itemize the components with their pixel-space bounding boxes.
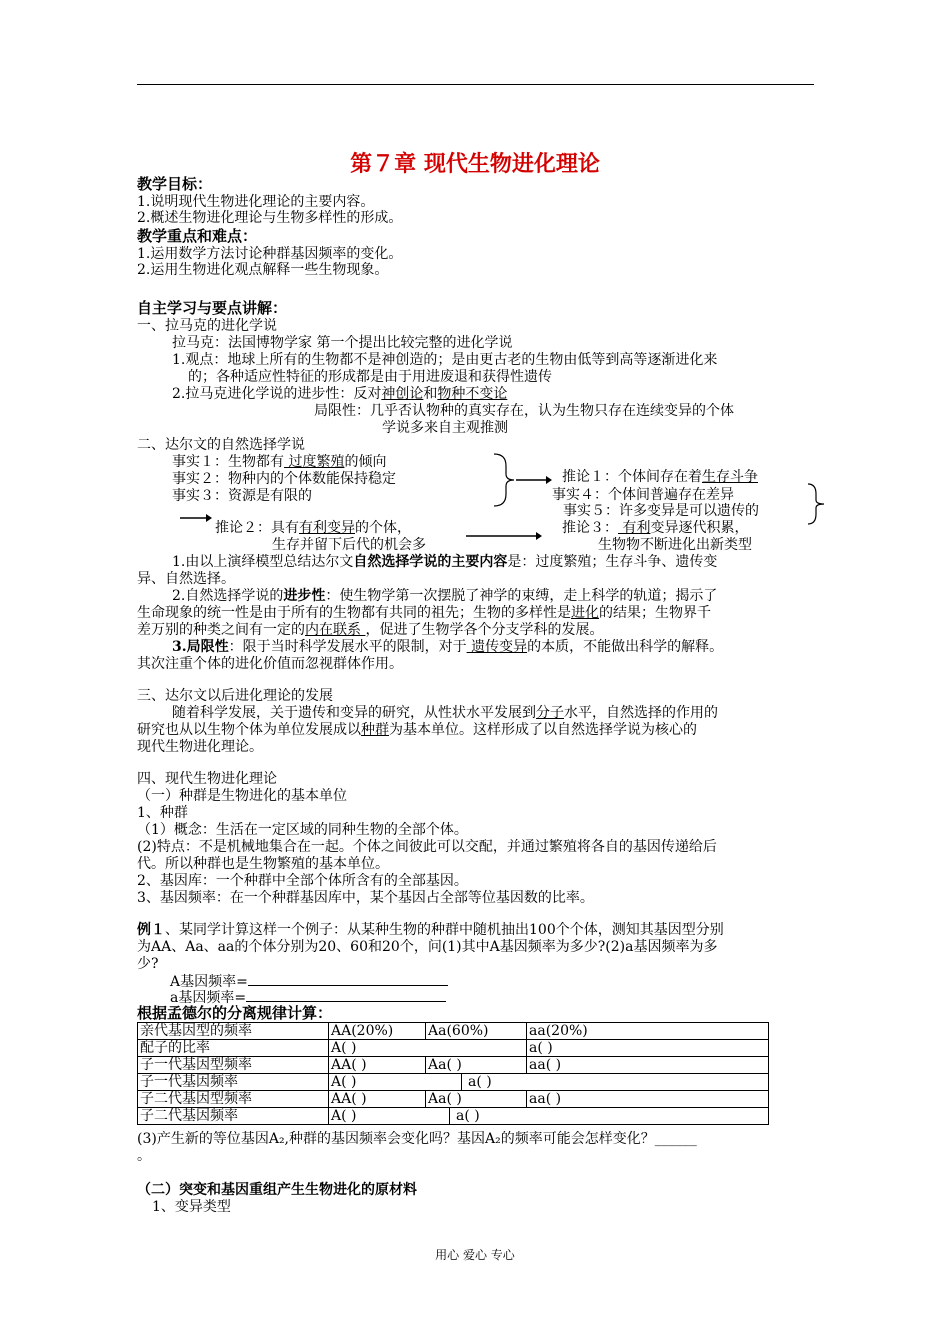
table-row — [138, 1108, 769, 1125]
genotype-frequency-table — [137, 1022, 769, 1125]
lamarck-view-line1: 1.观点：地球上所有的生物都不是神创造的；是由更古老的生物由低等到高等逐渐进化来 — [172, 352, 718, 368]
lamarck-limit-line2: 学说多来自主观推测 — [382, 420, 508, 436]
example-line1: 例１、某同学计算这样一个例子：从某种生物的种群中随机抽出100个个体，测知其基因型分别 — [137, 922, 724, 938]
darwin-fact5: 事实５：许多变异是可以遗传的 — [563, 503, 759, 519]
study-heading: 自主学习与要点讲解： — [137, 299, 288, 317]
row-label: 配子的比率 — [138, 1040, 329, 1057]
key-points-heading: 教学重点和难点： — [137, 227, 258, 245]
darwin-fact1: 事实１：生物都有 过度繁殖的倾向 — [172, 454, 387, 470]
goal-item: 1.说明现代生物进化理论的主要内容。 — [137, 194, 375, 210]
modern-sub1: （一）种群是生物进化的基本单位 — [137, 788, 347, 804]
question3-line2: 。 — [137, 1148, 151, 1164]
chapter-title: 第７章 现代生物进化理论 — [350, 152, 600, 177]
table-cell: aa( ) — [527, 1057, 769, 1074]
question3-line1: (3)产生新的等位基因A₂,种群的基因频率会变化吗？基因A₂的频率可能会怎样变化？______ — [137, 1131, 697, 1147]
table-cell: Aa(60%) — [426, 1023, 527, 1040]
darwin-inference1: 推论１：个体间存在着生存斗争 — [562, 469, 758, 485]
row-label: 子一代基因型频率 — [138, 1057, 329, 1074]
arrow-right-icon — [466, 530, 542, 542]
table-cell: Aa( ) — [426, 1091, 527, 1108]
darwin-point2-line3: 差万别的种类之间有一定的内在联系 ，促进了生物学各个分支学科的发展。 — [137, 622, 604, 638]
after-darwin-line3: 现代生物进化理论。 — [137, 739, 263, 755]
darwin-point2-line2: 生命现象的统一性是由于所有的生物都有共同的祖先；生物的多样性是进化的结果；生物界千 — [137, 605, 711, 621]
table-cell: A( ) a( ) — [329, 1108, 769, 1125]
darwin-point3-line2: 其次注重个体的进化价值而忽视群体作用。 — [137, 656, 403, 672]
modern-heading: 四、现代生物进化理论 — [137, 771, 277, 787]
darwin-inference3: 推论３： 有利变异逐代积累， — [562, 520, 749, 536]
lamarck-intro: 拉马克：法国博物学家 第一个提出比较完整的进化学说 — [172, 335, 513, 351]
modern-s1: 1、种群 — [137, 805, 188, 821]
answer-blank[interactable] — [248, 973, 448, 986]
variation-types: 1、变异类型 — [152, 1199, 231, 1215]
table-cell: aa( ) — [527, 1091, 769, 1108]
darwin-inference2: 推论２：具有有利变异的个体， — [215, 520, 411, 536]
lamarck-limit-line1: 局限性：几乎否认物种的真实存在，认为生物只存在连续变异的个体 — [314, 403, 734, 419]
table-row — [138, 1057, 769, 1074]
header-rule — [137, 84, 814, 85]
mendel-heading: 根据孟德尔的分离规律计算： — [137, 1004, 333, 1022]
darwin-fact2: 事实２：物种内的个体数能保持稳定 — [172, 471, 396, 487]
modern-s1b2: 代。所以种群也是生物繁殖的基本单位。 — [137, 856, 389, 872]
modern-s2: 2、基因库：一个种群中全部个体所含有的全部基因。 — [137, 873, 468, 889]
answer-blank[interactable] — [246, 989, 446, 1002]
table-cell: AA( ) — [329, 1057, 426, 1074]
darwin-point3: 3.局限性：限于当时科学发展水平的限制，对于 遗传变异的本质，不能做出科学的解释。 — [172, 639, 724, 655]
modern-s1b1: (2)特点：不是机械地集合在一起。个体之间彼此可以交配，并通过繁殖将各自的基因传递给后 — [137, 839, 717, 855]
right-brace-icon — [492, 452, 552, 508]
right-brace-icon — [806, 482, 828, 526]
table-cell: a( ) — [527, 1040, 769, 1057]
goal-item: 2.概述生物进化理论与生物多样性的形成。 — [137, 210, 403, 226]
table-row — [138, 1074, 769, 1091]
darwin-fact4: 事实４：个体间普遍存在差异 — [552, 487, 734, 503]
darwin-fact3: 事实３：资源是有限的 — [172, 488, 312, 504]
row-label: 子一代基因频率 — [138, 1074, 329, 1091]
modern-s3: 3、基因频率：在一个种群基因库中，某个基因占全部等位基因数的比率。 — [137, 890, 594, 906]
table-cell: AA(20%) — [329, 1023, 426, 1040]
after-darwin-line2: 研究也从以生物个体为单位发展成以种群为基本单位。这样形成了以自然选择学说为核心的 — [137, 722, 697, 738]
table-row — [138, 1023, 769, 1040]
after-darwin-heading: 三、达尔文以后进化理论的发展 — [137, 688, 333, 704]
modern-s1a: （1）概念：生活在一定区域的同种生物的全部个体。 — [137, 822, 468, 838]
lamarck-heading: 一、拉马克的进化学说 — [137, 318, 277, 334]
table-row — [138, 1040, 769, 1057]
darwin-heading: 二、达尔文的自然选择学说 — [137, 437, 305, 453]
goals-heading: 教学目标： — [137, 175, 213, 193]
darwin-point1-line2: 异、自然选择。 — [137, 571, 235, 587]
table-cell: aa(20%) — [527, 1023, 769, 1040]
lamarck-view-line2: 的；各种适应性特征的形成都是由于用进废退和获得性遗传 — [188, 369, 552, 385]
row-label: 子二代基因型频率 — [138, 1091, 329, 1108]
section2-heading: （二）突变和基因重组产生生物进化的原材料 — [137, 1182, 417, 1198]
darwin-point1: 1.由以上演绎模型总结达尔文自然选择学说的主要内容是：过度繁殖；生存斗争、遗传变 — [172, 554, 718, 570]
table-cell: A( ) — [329, 1040, 527, 1057]
table-cell: Aa( ) — [426, 1057, 527, 1074]
row-label: 亲代基因型的频率 — [138, 1023, 329, 1040]
lamarck-progress: 2.拉马克进化学说的进步性：反对神创论和物种不变论 — [172, 386, 508, 402]
key-point-item: 2.运用生物进化观点解释一些生物现象。 — [137, 262, 389, 278]
a-small-frequency-answer: a基因频率= — [170, 989, 446, 1006]
table-cell: A( ) a( ) — [329, 1074, 769, 1091]
darwin-inference2-line2: 生存并留下后代的机会多 — [272, 537, 426, 553]
key-point-item: 1.运用数学方法讨论种群基因频率的变化。 — [137, 246, 403, 262]
arrow-right-icon — [180, 512, 212, 524]
example-line2: 为AA、Aa、aa的个体分别为20、60和20个，问(1)其中A基因频率为多少?(2)a基因频率为多 — [137, 939, 718, 955]
table-row — [138, 1091, 769, 1108]
page-footer: 用心 爱心 专心 — [435, 1248, 515, 1262]
row-label: 子二代基因频率 — [138, 1108, 329, 1125]
darwin-point2: 2.自然选择学说的进步性：使生物学第一次摆脱了神学的束缚，走上科学的轨道；揭示了 — [172, 588, 718, 604]
table-cell: AA( ) — [329, 1091, 426, 1108]
darwin-inference3-line2: 生物物不断进化出新类型 — [598, 537, 752, 553]
a-frequency-answer: A基因频率= — [170, 973, 448, 990]
example-line3: 少? — [137, 956, 159, 972]
after-darwin-line1: 随着科学发展，关于遗传和变异的研究，从性状水平发展到分子水平，自然选择的作用的 — [172, 705, 718, 721]
